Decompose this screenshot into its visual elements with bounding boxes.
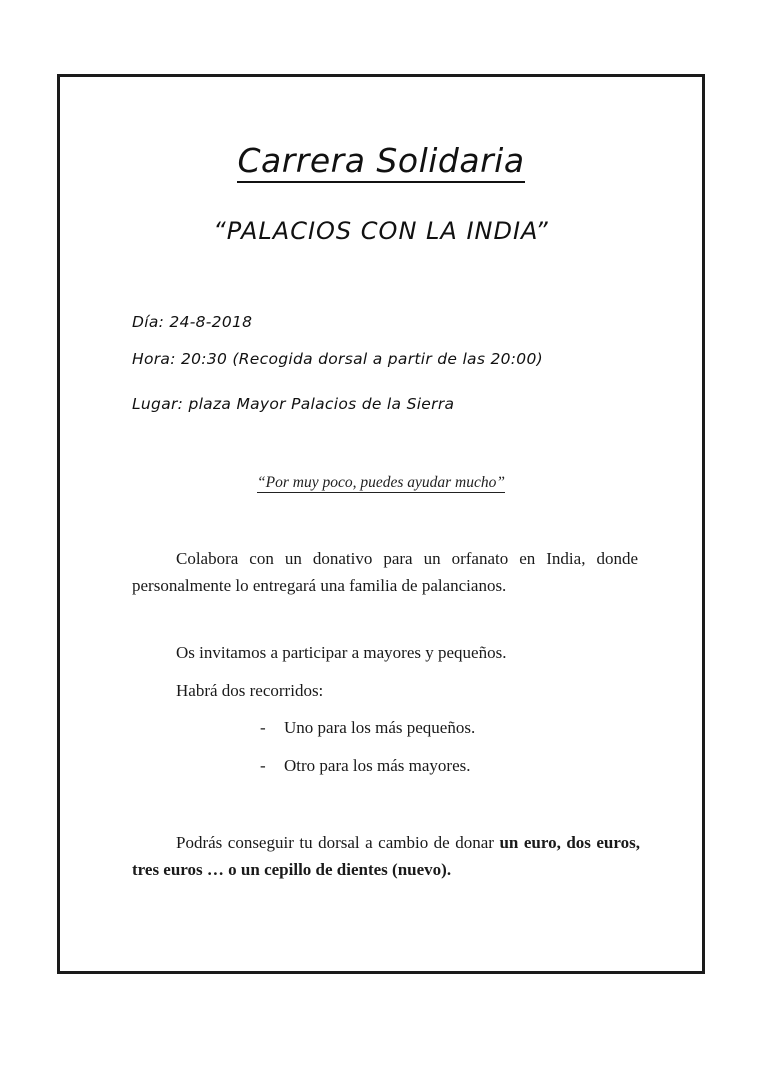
bullet-text: Uno para los más pequeños. [284,718,476,737]
info-lugar-value: plaza Mayor Palacios de la Sierra [188,395,455,413]
flyer-title [60,141,702,180]
flyer-title-text: Carrera Solidaria [237,141,524,183]
bullet-dash: - [260,756,266,775]
motto-text: “Por muy poco, puedes ayudar mucho” [257,474,505,491]
closing-normal-text: Podrás conseguir tu dorsal a cambio de donar [176,833,500,852]
bullet-dash: - [260,718,266,737]
info-hora [132,350,543,368]
bullet-text: Otro para los más mayores. [284,756,471,775]
flyer-subtitle: “PALACIOS CON LA INDIA” [213,217,549,245]
info-lugar [132,395,454,413]
info-dia-label: Día: [132,313,165,331]
paragraph-dorsal [132,829,640,883]
paragraph-colabora: Colabora con un donativo para un orfanato en India, donde personalmente lo entregará una familia de palancianos. [132,549,638,595]
info-hora-label: Hora: [132,350,176,368]
info-dia [132,313,252,331]
paragraph-invitamos: Os invitamos a participar a mayores y pequeños. [176,643,507,662]
motto [60,472,702,492]
list-item [260,756,470,776]
list-item [260,718,475,738]
flyer-frame [57,74,705,974]
info-lugar-label: Lugar: [132,395,184,413]
info-hora-value: 20:30 (Recogida dorsal a partir de las 20:00) [180,350,543,368]
info-dia-value: 24-8-2018 [169,313,253,331]
paragraph-recorridos: Habrá dos recorridos: [176,681,324,700]
closing-bold-text: un euro, dos euros, tres euros … o un cepillo de dientes (nuevo). [132,833,640,879]
